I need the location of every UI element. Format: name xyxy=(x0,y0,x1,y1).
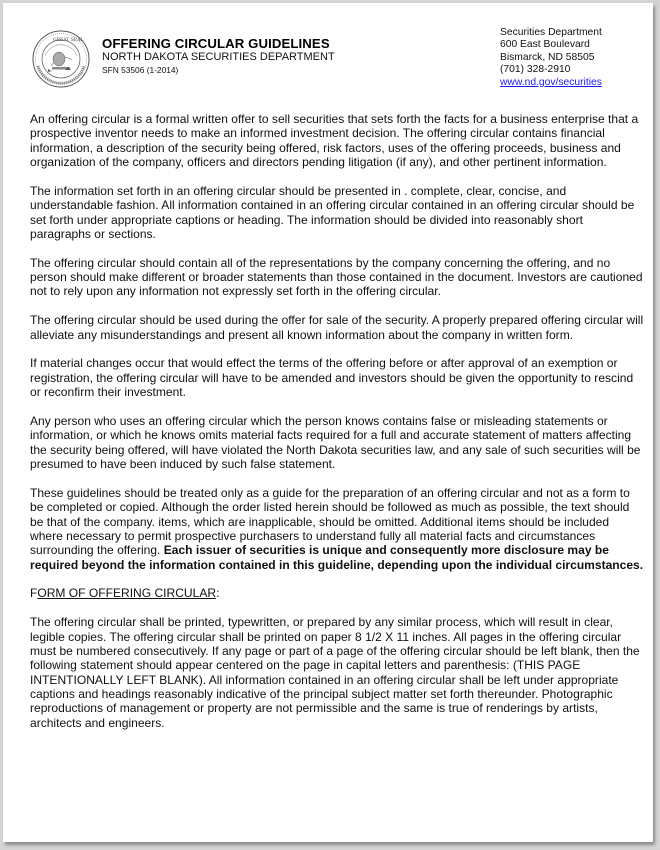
address-line-3: Bismarck, ND 58505 xyxy=(500,51,595,63)
svg-text:GREAT SEAL: GREAT SEAL xyxy=(53,38,84,43)
website-link[interactable]: www.nd.gov/securities xyxy=(500,76,602,88)
department-name: NORTH DAKOTA SECURITIES DEPARTMENT xyxy=(102,51,335,63)
document-body xyxy=(30,112,644,745)
section-heading-form xyxy=(30,586,644,600)
section-heading-first-letter: F xyxy=(30,586,38,601)
state-seal-icon xyxy=(32,30,90,88)
address-line-1: Securities Department xyxy=(500,27,602,38)
form-number: SFN 53506 (1-2014) xyxy=(102,65,179,75)
contact-address xyxy=(500,27,602,89)
representations-paragraph: The offering circular should contain all of the representations by the company concerning the offering, and no person should make different or broader statements than those contained in the document. Investors are cautioned not to rely upon any information not expressly set forth in the offering circular. xyxy=(30,255,643,299)
usage-paragraph: The offering circular should be used during the offer for sale of the security. A properly prepared offering circular will alleviate any misunderstandings and present all known information about the company in written form. xyxy=(30,313,644,342)
guidelines-paragraph xyxy=(30,486,644,572)
presentation-paragraph: The information set forth in an offering circular should be presented in . complete, clear, concise, and understandable fashion. All information contained in an offering circular contained in an offering circular should be set forth under appropriate captions or heading. The information should be divided into reasonably short paragraphs or sections. xyxy=(30,183,635,241)
intro-paragraph: An offering circular is a formal written offer to sell securities that sets forth the facts for a business enterprise that a prospective inventor needs to make an informed investment decision. The offering circular contains financial information, a description of the security being offered, risk factors, uses of the offering proceeds, business and organization of the company, officers and directors pending litigation (if any), and other pertinent information. xyxy=(30,112,639,170)
section-heading-colon: : xyxy=(216,586,220,601)
document-title: OFFERING CIRCULAR GUIDELINES xyxy=(102,36,330,51)
guidelines-text: These guidelines should be treated only as a guide for the preparation of an offering circular and not as a form to be completed or copied. Although the order listed herein should be followed as much as possible, the text should be that of the company. items, which are inapplicable, should be omitted. Additional items should be included where necessary to permit prospective purchasers to understand fully all material facts and circumstances surrounding the offering. xyxy=(30,485,630,558)
form-paragraph: The offering circular shall be printed, typewritten, or prepared by any similar process, which will result in clear, legible copies. The offering circular shall be printed on paper 8 1/2 X 11 inches. All pages in the offering circular must be numbered consecutively. If any page or part of a page of the offering circular should be left blank, then the following statement should appear centered on the page in capital letters and parenthesis: (THIS PAGE INTENTIONALLY LEFT BLANK). All information contained in an offering circular shall be left under appropriate captions and headings reasonably indicative of the principal subject matter set forth thereunder. Photographic reproductions of management or property are not permissible and the same is true of renderings by artists, architects and engineers. xyxy=(30,615,640,730)
material-changes-paragraph: If material changes occur that would effect the terms of the offering before or after approval of an exemption or registration, the offering circular will have to be amended and investors should be given the opportunity to rescind or reconfirm their investment. xyxy=(30,356,634,400)
guidelines-bold-note: Each issuer of securities is unique and consequently more disclosure may be required beyond the information contained in this guideline, depending upon the individual circumstances. xyxy=(30,543,644,572)
section-heading-underlined: ORM OF OFFERING CIRCULAR xyxy=(37,586,217,601)
phone-number: (701) 328-2910 xyxy=(500,64,571,76)
title-block xyxy=(102,36,335,76)
document-page xyxy=(3,3,653,842)
address-line-2: 600 East Boulevard xyxy=(500,39,590,51)
false-statements-paragraph: Any person who uses an offering circular which the person knows contains false or misleading statements or information, or which he knows omits material facts required for a full and accurate statement of matters affecting the security being offered, will have violated the North Dakota securities law, and any sale of such securities will be presumed to have been induced by such false statement. xyxy=(30,414,641,472)
